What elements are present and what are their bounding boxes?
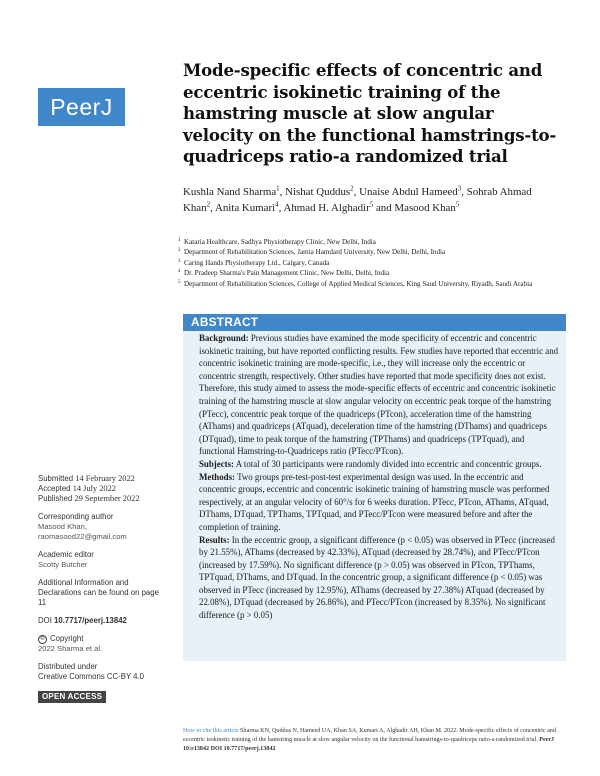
author-sup: 1 bbox=[276, 184, 280, 193]
published-row bbox=[38, 494, 173, 504]
affiliation-list bbox=[178, 237, 558, 289]
citation-doi[interactable]: DOI 10.7717/peerj.13842 bbox=[210, 745, 276, 752]
abstract-methods-text: Two groups pre-test-post-test experimental design was used. In the eccentric and concentric groups, eccentric and concentric isokinetic training of hamstring muscle was performed respectively, at an angular velocity of 60°/s for 6 weeks duration. PTecc, PTcon, AThams, ATquad, DThams, DTquad, TPThams, TPTquad, and PTecc/PTcon were measured before and after the completion of training. bbox=[199, 471, 550, 532]
author-sup: 3 bbox=[457, 184, 462, 193]
author-sup: 4 bbox=[275, 199, 279, 208]
affiliation-item bbox=[178, 268, 558, 278]
abstract-background-label: Background: bbox=[199, 333, 249, 343]
license-link[interactable]: Creative Commons CC-BY 4.0 bbox=[38, 672, 145, 681]
abstract-subjects-text: A total of 30 participants were randomly divided into eccentric and concentric groups. bbox=[235, 458, 542, 469]
published-label: Published bbox=[38, 494, 73, 503]
authors-and: and bbox=[375, 201, 392, 214]
affiliation-item bbox=[178, 237, 558, 247]
affiliation-text: Dr. Pradeep Sharma's Pain Management Clinic, New Delhi, Delhi, India bbox=[184, 269, 390, 278]
abstract-results-text: In the eccentric group, a significant difference (p < 0.05) was observed in PTecc (increased by 21.55%), AThams (decreased by 42.33%), ATquad (decreased by 28.74%), and PTecc/PTcon (increased by 17.59%). No significant difference (p > 0.05) was observed in PTcon, TPThams, TPTquad, DThams, and DTquad. In the concentric group, a significant difference (p < 0.05) was observed in PTecc (increased by 12.95%), AThams (decreased by 27.38%) ATquad (decreased by 22.08%), DTquad (decreased by 26.86%), and PTecc/PTcon (increased by 8.35%). No significant difference (p > 0.05) bbox=[199, 534, 555, 621]
abstract-subjects-label: Subjects: bbox=[199, 458, 235, 469]
submitted-row bbox=[38, 474, 173, 484]
copyright-block bbox=[38, 634, 173, 654]
copyright-row bbox=[38, 634, 173, 644]
abstract-body bbox=[199, 332, 561, 622]
affiliation-item bbox=[178, 247, 558, 257]
submitted-label: Submitted bbox=[38, 474, 74, 483]
editor-label: Academic editor bbox=[38, 550, 94, 559]
abstract-heading: ABSTRACT bbox=[191, 315, 259, 329]
copyright-icon: © bbox=[38, 635, 47, 644]
author-sup: 5 bbox=[369, 199, 374, 208]
author-name: Anita Kumari bbox=[214, 201, 276, 214]
affiliation-text: Kataria Healthcare, Sadhya Physiotherapy Clinic, New Delhi, India bbox=[184, 238, 376, 246]
affiliation-item bbox=[178, 258, 558, 268]
abstract-results bbox=[199, 534, 561, 622]
affiliation-num: 4 bbox=[178, 269, 181, 275]
article-sidebar bbox=[38, 474, 173, 703]
affiliation-text: Department of Rehabilitation Sciences, College of Applied Medical Sciences, King Saud University, Riyadh, Saudi Arabia bbox=[184, 279, 533, 288]
academic-editor bbox=[38, 550, 173, 570]
affiliation-num: 3 bbox=[178, 258, 181, 264]
editor-name: Scotty Butcher bbox=[38, 560, 88, 569]
page-title: Mode-specific effects of concentric and eccentric isokinetic training of the hamstring muscle at slow angular velocity on the functional hamstrings-to-quadriceps ratio-a randomized trial bbox=[183, 60, 557, 166]
accepted-date: 14 July 2022 bbox=[72, 484, 116, 493]
author-name: Ahmad H. Alghadir bbox=[283, 201, 370, 214]
corresponding-author bbox=[38, 512, 173, 542]
affiliation-num: 1 bbox=[178, 238, 181, 243]
copyright-label: Copyright bbox=[50, 634, 84, 643]
author-name: Masood Khan bbox=[394, 201, 456, 214]
doi-row bbox=[38, 616, 173, 626]
abstract-background-text: Previous studies have examined the mode specificity of eccentric and concentric isokinetic training, but have reported conflicting results. Few studies have reported that eccentric and concentric isokinetic training are mode-specific, i.e., they will increase only the eccentric or concentric strength, respectively. Other studies have reported that mode specificity does not exist. Therefore, this study aimed to assess the mode-specific effects of eccentric and concentric isokinetic training of the hamstring muscle at slow angular velocity on eccentric peak torque of the hamstring (PTecc), concentric peak torque of the quadriceps (PTcon), acceleration time of the hamstring (AThams) and quadriceps (ATquad), deceleration time of the hamstring (DThams) and quadriceps (DTquad), time to peak torque of the hamstring (TPThams) and quadriceps (TPTquad), and functional Hamstring-to-Quadriceps ratio (PTecc/PTcon). bbox=[199, 333, 559, 457]
doi-label: DOI bbox=[38, 616, 52, 625]
copyright-text: 2022 Sharma et al. bbox=[38, 644, 103, 653]
author-list: Kushla Nand Sharma$^1$, Nishat Quddus$^2$, Unaise Abdul Hameed$^3$, Sohrab Ahmad Khan$^2$, Anita Kumari$^4$, Ahmad H. Alghadir$^5$ and Masood Khan$^5$ bbox=[183, 184, 532, 214]
abstract-methods-label: Methods: bbox=[199, 471, 235, 482]
abstract-methods bbox=[199, 471, 561, 534]
affiliation-text: Caring Hands Physiotherapy Ltd., Calgary, Canada bbox=[184, 258, 330, 267]
corresponding-label: Corresponding author bbox=[38, 512, 114, 521]
affiliation-text: Department of Rehabilitation Sciences, Jamia Hamdard University, New Delhi, Delhi, India bbox=[184, 248, 446, 257]
peerj-logo: PeerJ bbox=[38, 88, 125, 126]
affiliation-item bbox=[178, 279, 558, 289]
author-name: Unaise Abdul Hameed bbox=[359, 186, 458, 198]
published-date: 29 September 2022 bbox=[74, 494, 140, 503]
affiliation-num: 5 bbox=[178, 279, 181, 285]
author-sup: 5 bbox=[455, 199, 460, 208]
distributed-label: Distributed under bbox=[38, 662, 98, 671]
citation-journal: PeerJ 10:e13842 bbox=[183, 736, 555, 752]
additional-info[interactable]: Additional Information and Declarations can be found on page 11 bbox=[38, 578, 159, 607]
abstract-background bbox=[199, 332, 561, 458]
open-access-badge: OPEN ACCESS bbox=[38, 691, 106, 703]
submitted-date: 14 February 2022 bbox=[75, 474, 135, 483]
author-name: Nishat Quddus bbox=[285, 186, 351, 198]
author-name: Sohrab Ahmad Khan bbox=[183, 186, 532, 214]
author-name: Kushla Nand Sharma bbox=[183, 186, 277, 198]
citation-lead: How to cite this article bbox=[183, 728, 239, 734]
doi-link[interactable]: 10.7717/peerj.13842 bbox=[54, 616, 127, 625]
accepted-row bbox=[38, 484, 173, 494]
abstract-results-label: Results: bbox=[199, 534, 230, 545]
accepted-label: Accepted bbox=[38, 484, 71, 493]
license-block bbox=[38, 662, 173, 682]
author-sup: 2 bbox=[206, 199, 211, 208]
abstract-subjects bbox=[199, 458, 561, 471]
citation-footer bbox=[183, 727, 573, 753]
citation-text: Sharma KN, Quddus N, Hameed UA, Khan SA, Kumari A, Alghadir AH, Khan M. 2022. Mode-specific effects of concentric and eccentric isokinetic training of the hamstring muscle at slow angular velocity on the functional hamstrings-to-quadriceps ratio-a randomized trial. bbox=[183, 728, 556, 743]
author-sup: 2 bbox=[350, 184, 354, 193]
affiliation-num: 2 bbox=[178, 248, 181, 254]
corresponding-email[interactable]: raomasood22@gmail.com bbox=[38, 532, 127, 541]
corresponding-name: Masood Khan, bbox=[38, 522, 87, 531]
